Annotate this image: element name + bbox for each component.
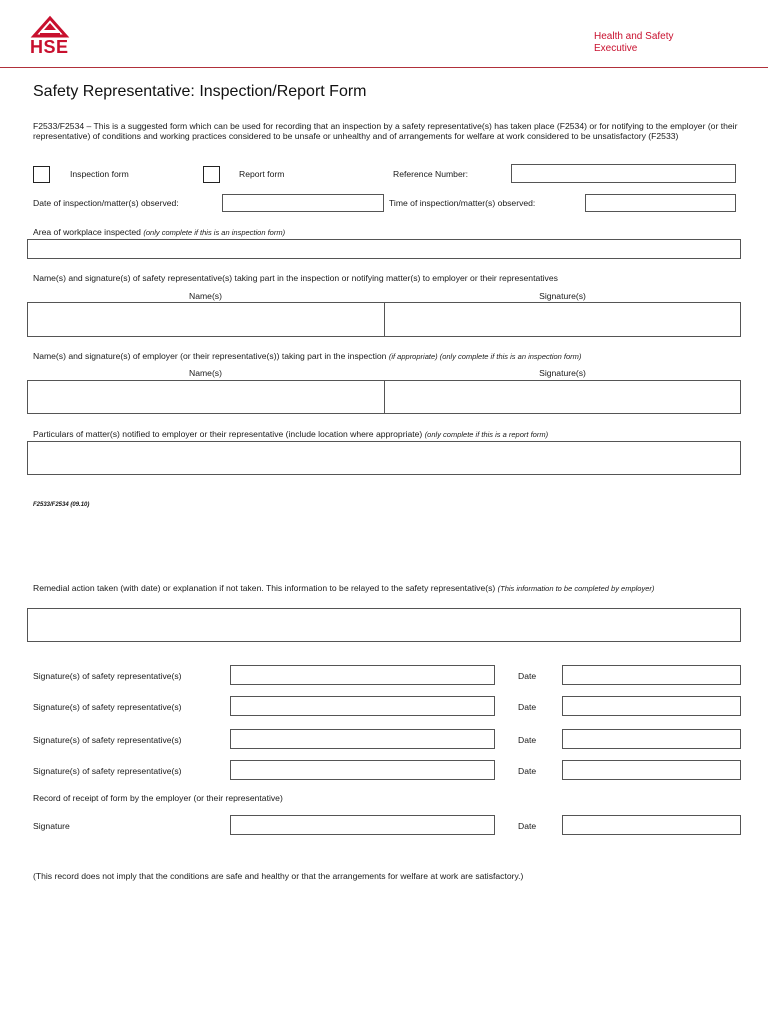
particulars-field[interactable] — [27, 441, 741, 475]
date-label-1: Date — [518, 671, 537, 681]
date-label-4: Date — [518, 766, 537, 776]
report-form-checkbox[interactable] — [203, 166, 220, 183]
report-form-label: Report form — [239, 169, 285, 179]
safety-reps-signatures-field[interactable] — [385, 303, 741, 336]
sig-rep-field-2[interactable] — [230, 696, 495, 716]
sig-rep-field-1[interactable] — [230, 665, 495, 685]
sig-rep-label-3: Signature(s) of safety representative(s) — [33, 735, 182, 745]
time-label: Time of inspection/matter(s) observed: — [389, 198, 536, 208]
employer-signature-label: Signature — [33, 821, 70, 831]
date-label-2: Date — [518, 702, 537, 712]
employer-label: Name(s) and signature(s) of employer (or their representative(s)) taking part in the inspection (if appropriate) (only complete if this is an inspection form) — [33, 351, 582, 361]
receipt-label: Record of receipt of form by the employer (or their representative) — [33, 793, 283, 803]
particulars-label: Particulars of matter(s) notified to employer or their representative (include location where appropriate) (only complete if this is a report form) — [33, 429, 549, 439]
names-header: Name(s) — [189, 291, 222, 301]
remedial-field[interactable] — [27, 608, 741, 642]
disclaimer: (This record does not imply that the conditions are safe and healthy or that the arrangements for welfare at work are satisfactory.) — [33, 871, 524, 881]
receipt-date-field[interactable] — [562, 815, 741, 835]
date-field-1[interactable] — [562, 665, 741, 685]
employer-table — [27, 380, 741, 414]
inspection-form-checkbox[interactable] — [33, 166, 50, 183]
date-label: Date of inspection/matter(s) observed: — [33, 198, 179, 208]
reference-number-field[interactable] — [511, 164, 736, 183]
date-field-2[interactable] — [562, 696, 741, 716]
reference-number-label: Reference Number: — [393, 169, 468, 179]
date-label-3: Date — [518, 735, 537, 745]
page-title: Safety Representative: Inspection/Report Form — [33, 83, 367, 100]
intro-text: F2533/F2534 – This is a suggested form which can be used for recording that an inspection by a safety representative(s) has taken place (F2534) or for notifying to the employer (or their representative) of conditions and working practices considered to be unsafe or unhealthy and of arrangements for welfare at work considered to be unsatisfactory (F2533) — [33, 121, 738, 141]
signature-header: Signature(s) — [539, 291, 586, 301]
header-divider — [0, 67, 768, 68]
date-field[interactable] — [222, 194, 384, 212]
sig-rep-field-4[interactable] — [230, 760, 495, 780]
sig-rep-label-4: Signature(s) of safety representative(s) — [33, 766, 182, 776]
safety-reps-label: Name(s) and signature(s) of safety representative(s) taking part in the inspection or notifying matter(s) to employer or their representatives — [33, 273, 558, 283]
employer-names-header: Name(s) — [189, 368, 222, 378]
sig-rep-label-1: Signature(s) of safety representative(s) — [33, 671, 182, 681]
employer-signatures-field[interactable] — [385, 381, 741, 413]
employer-signature-header: Signature(s) — [539, 368, 586, 378]
receipt-date-label: Date — [518, 821, 537, 831]
safety-reps-table — [27, 302, 741, 337]
employer-names-field[interactable] — [28, 381, 385, 413]
logo-text: HSE — [30, 37, 69, 57]
area-field[interactable] — [27, 239, 741, 259]
inspection-form-label: Inspection form — [70, 169, 129, 179]
date-field-3[interactable] — [562, 729, 741, 749]
safety-reps-names-field[interactable] — [28, 303, 385, 336]
employer-signature-field[interactable] — [230, 815, 495, 835]
remedial-label: Remedial action taken (with date) or explanation if not taken. This information to be relayed to the safety representative(s) (This information to be completed by employer) — [33, 583, 655, 593]
area-label: Area of workplace inspected (only complete if this is an inspection form) — [33, 227, 286, 237]
form-code: F2533/F2534 (09.10) — [33, 502, 90, 508]
time-field[interactable] — [585, 194, 736, 212]
sig-rep-label-2: Signature(s) of safety representative(s) — [33, 702, 182, 712]
agency-name: Health and Safety Executive — [594, 31, 674, 54]
sig-rep-field-3[interactable] — [230, 729, 495, 749]
date-field-4[interactable] — [562, 760, 741, 780]
